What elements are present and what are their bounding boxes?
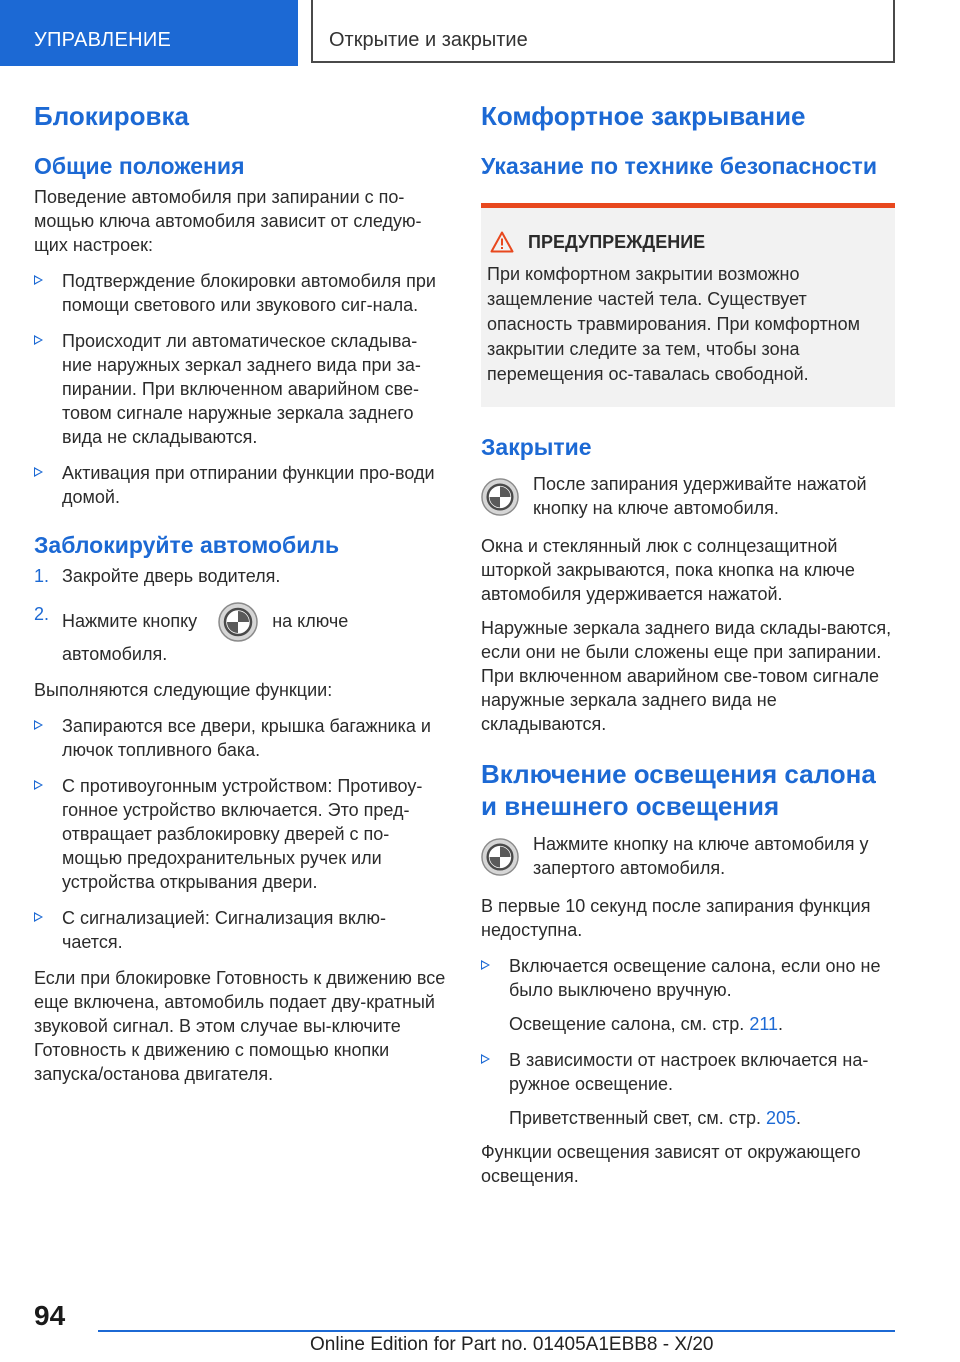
list-item: Активация при отпирании функции про-води домой. <box>34 461 446 509</box>
footer-divider <box>98 1330 895 1332</box>
bmw-key-button-icon <box>481 478 519 516</box>
section-tab <box>0 0 298 66</box>
lighting-key-row <box>481 832 895 880</box>
list-item: Происходит ли автоматическое складыва-ние наружных зеркал заднего вида при за-пирании. При включенном аварийном све-товом сигнале наружные зеркала заднего вида не складываются. <box>34 329 446 449</box>
lighting-p2: Функции освещения зависят от окружающего освещения. <box>481 1142 861 1186</box>
triangle-bullet-icon <box>34 467 43 477</box>
triangle-bullet-icon <box>34 275 43 285</box>
right-column <box>481 100 895 1188</box>
list-item: С сигнализацией: Сигнализация вклю-чается. <box>34 906 446 954</box>
triangle-bullet-icon <box>481 960 490 970</box>
page-link[interactable]: 205 <box>765 1108 797 1128</box>
triangle-bullet-icon <box>481 1054 490 1064</box>
list-item: С противоугонным устройством: Противоу-гонное устройство включается. Это пред-отвращает разблокировку дверей с по-мощью предохранительных ручек или устройства открывания двери. <box>34 774 446 894</box>
warning-triangle-icon <box>490 231 514 253</box>
section-title: УПРАВЛЕНИЕ <box>34 29 172 51</box>
bmw-key-button-icon <box>218 602 258 642</box>
page-number: 94 <box>34 1300 66 1331</box>
triangle-bullet-icon <box>34 335 43 345</box>
page-link[interactable]: 211 <box>749 1014 779 1034</box>
functions-list <box>34 714 446 954</box>
bmw-key-button-icon <box>481 838 519 876</box>
warning-box <box>481 203 895 407</box>
heading-lock-car: Заблокируйте автомобиль <box>34 532 340 558</box>
cross-reference: Приветственный свет, см. стр. 205. <box>509 1108 802 1128</box>
functions-intro: Выполняются следующие функции: <box>34 680 333 700</box>
lighting-list <box>481 954 895 1130</box>
left-column <box>34 100 446 1086</box>
closing-p2: Наружные зеркала заднего вида склады-ваются, если они не были сложены еще при запирании. При включенном аварийном све-товом сигнале наружные зеркала заднего вида не складываются. <box>481 618 892 734</box>
lock-note: Если при блокировке Готовность к движению все еще включена, автомобиль подает дву-кратный звуковой сигнал. В этом случае вы-ключите Готовность к движению с помощью кнопки запуска/останова двигателя. <box>34 968 446 1084</box>
heading-safety: Указание по технике безопасности <box>481 153 877 179</box>
cross-reference: Освещение салона, см. стр. 211. <box>509 1014 784 1034</box>
lighting-p1: В первые 10 секунд после запирания функция недоступна. <box>481 896 871 940</box>
topic-title: Открытие и закрытие <box>329 29 528 51</box>
heading-lighting: Включение освещения салона и внешнего освещения <box>481 759 876 821</box>
topic-tab <box>311 0 895 63</box>
list-item: В зависимости от настроек включается на-ружное освещение. Приветственный свет, см. стр. 205. <box>481 1048 895 1130</box>
list-item: 2. Нажмите кнопку на ключе автомобиля. <box>34 604 349 664</box>
list-item: Включается освещение салона, если оно не было выключено вручную. Освещение салона, см. стр. 211. <box>481 954 895 1036</box>
closing-p1: Окна и стеклянный люк с солнцезащитной шторкой закрываются, пока кнопка на ключе автомобиля удерживается нажатой. <box>481 536 855 604</box>
general-intro: Поведение автомобиля при запирании с по-мощью ключа автомобиля зависит от следую-щих настроек: <box>34 187 422 255</box>
triangle-bullet-icon <box>34 720 43 730</box>
closing-key-text: После запирания удерживайте нажатой кнопку на ключе автомобиля. <box>533 474 867 518</box>
heading-comfort-close: Комфортное закрывание <box>481 101 806 131</box>
heading-lock: Блокировка <box>34 101 189 131</box>
list-item: Запираются все двери, крышка багажника и лючок топливного бака. <box>34 714 446 762</box>
list-item: Подтверждение блокировки автомобиля при помощи светового или звукового сиг-нала. <box>34 269 446 317</box>
heading-general: Общие положения <box>34 153 245 179</box>
heading-closing: Закрытие <box>481 434 592 460</box>
footer-edition: Online Edition for Part no. 01405A1EBB8 - X/20 <box>310 1334 714 1355</box>
lighting-key-text: Нажмите кнопку на ключе автомобиля у запертого автомобиля. <box>533 834 869 878</box>
list-item: 1. Закройте дверь водителя. <box>34 566 281 586</box>
general-list <box>34 269 446 509</box>
warning-title: ПРЕДУПРЕЖДЕНИЕ <box>487 230 885 254</box>
triangle-bullet-icon <box>34 780 43 790</box>
warning-text: При комфортном закрытии возможно защемление частей тела. Существует опасность травмирования. При комфортном закрытии следите за тем, чтобы зона перемещения ос-тавалась свободной. <box>487 264 861 384</box>
closing-key-row <box>481 472 895 520</box>
lock-steps <box>34 564 446 666</box>
triangle-bullet-icon <box>34 912 43 922</box>
